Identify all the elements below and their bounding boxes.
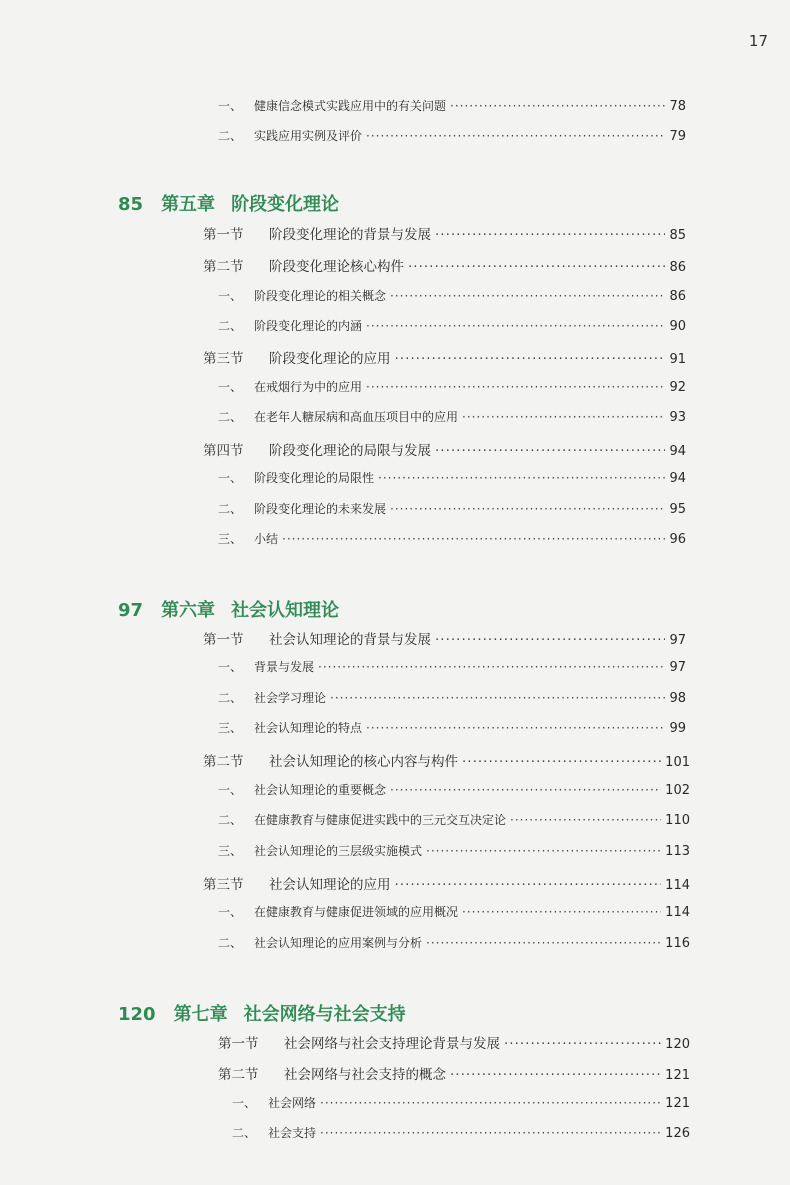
toc-page: 79 — [669, 129, 686, 144]
toc-number: 第三节 — [203, 877, 244, 893]
leader-dots — [450, 99, 665, 113]
toc-number: 一、 — [218, 905, 243, 919]
toc-title: 小结 — [254, 532, 279, 546]
toc-page: 94 — [669, 471, 686, 486]
toc-page: 91 — [669, 352, 686, 367]
toc-label — [218, 469, 374, 486]
leader-dots — [450, 1067, 661, 1083]
toc-page: 94 — [669, 444, 686, 459]
toc-label — [218, 287, 386, 304]
leader-dots — [282, 532, 665, 546]
toc-page: 116 — [665, 936, 690, 951]
toc-subsection-row[interactable] — [232, 1094, 690, 1114]
toc-number: 二、 — [218, 691, 243, 705]
toc-subsection-row[interactable] — [218, 934, 690, 954]
toc-number: 第二节 — [218, 1067, 259, 1083]
toc-label — [218, 689, 326, 706]
toc-title: 社会认知理论的应用 — [269, 877, 391, 893]
toc-page: 97 — [669, 660, 686, 675]
leader-dots — [330, 691, 665, 705]
page-number: 17 — [748, 32, 768, 50]
toc-label — [218, 408, 458, 425]
leader-dots — [435, 443, 665, 459]
toc-subsection-row[interactable] — [218, 658, 686, 678]
toc-number: 一、 — [218, 783, 243, 797]
toc-subsection-row[interactable] — [218, 903, 690, 923]
toc-title: 在健康教育与健康促进领域的应用概况 — [254, 905, 459, 919]
leader-dots — [462, 754, 661, 770]
toc-number: 三、 — [218, 844, 243, 858]
toc-title: 社会认知理论的应用案例与分析 — [254, 936, 423, 950]
toc-number: 二、 — [218, 410, 243, 424]
toc-number: 二、 — [218, 319, 243, 333]
toc-page: 120 — [665, 1037, 690, 1052]
toc-page: 96 — [669, 532, 686, 547]
toc-label — [203, 347, 391, 367]
toc-label — [218, 127, 362, 144]
toc-number: 一、 — [218, 99, 243, 113]
leader-dots — [510, 813, 661, 827]
toc-number: 二、 — [218, 936, 243, 950]
toc-label — [203, 255, 404, 275]
toc-label — [218, 500, 386, 517]
toc-title: 社会认知理论的特点 — [254, 721, 363, 735]
toc-subsection-row[interactable] — [218, 842, 690, 862]
toc-title: 阶段变化理论的应用 — [269, 351, 391, 367]
toc-subsection-row[interactable] — [218, 97, 686, 117]
toc-label — [218, 530, 278, 547]
toc-page: 86 — [669, 289, 686, 304]
toc-number: 第一节 — [203, 227, 244, 243]
toc-page: 126 — [665, 1126, 690, 1141]
toc-number: 二、 — [218, 129, 243, 143]
toc-subsection-row[interactable] — [218, 378, 686, 398]
toc-page: 102 — [665, 783, 690, 798]
toc-page: 121 — [665, 1096, 690, 1111]
leader-dots — [504, 1036, 661, 1052]
toc-title: 社会认知理论的核心内容与构件 — [269, 754, 458, 770]
toc-page: 90 — [669, 319, 686, 334]
toc-title: 健康信念模式实践应用中的有关问题 — [254, 99, 447, 113]
toc-page: 99 — [669, 721, 686, 736]
toc-label — [218, 1032, 500, 1052]
toc-label — [218, 378, 362, 395]
leader-dots — [366, 380, 665, 394]
toc-number: 第三节 — [203, 351, 244, 367]
toc-section-row[interactable] — [203, 873, 690, 893]
toc-section-row[interactable] — [203, 223, 686, 243]
chapter-page: 120 — [118, 1004, 156, 1025]
toc-page: 114 — [665, 878, 690, 893]
toc-subsection-row[interactable] — [218, 127, 686, 147]
toc-title: 阶段变化理论的未来发展 — [254, 502, 387, 516]
chapter-title: 社会认知理论 — [231, 600, 340, 621]
toc-number: 第四节 — [203, 443, 244, 459]
toc-label — [232, 1124, 316, 1141]
toc-page: 113 — [665, 844, 690, 859]
toc-number: 一、 — [218, 471, 243, 485]
toc-label — [218, 811, 506, 828]
leader-dots — [320, 1096, 661, 1110]
toc-label — [218, 934, 422, 951]
toc-subsection-row[interactable] — [218, 500, 686, 520]
toc-title: 阶段变化理论的相关概念 — [254, 289, 387, 303]
toc-subsection-row[interactable] — [232, 1124, 690, 1144]
toc-subsection-row[interactable] — [218, 287, 686, 307]
toc-title: 社会认知理论的背景与发展 — [269, 632, 431, 648]
toc-page: 114 — [665, 905, 690, 920]
leader-dots — [462, 410, 665, 424]
toc-page: 86 — [669, 260, 686, 275]
toc-label — [203, 223, 431, 243]
leader-dots — [408, 259, 665, 275]
chapter-number: 第七章 — [173, 1004, 228, 1025]
toc-title: 在健康教育与健康促进实践中的三元交互决定论 — [254, 813, 507, 827]
leader-dots — [390, 783, 661, 797]
toc-label — [218, 842, 422, 859]
toc-label — [218, 719, 362, 736]
toc-page: 101 — [665, 755, 690, 770]
toc-section-row[interactable] — [203, 628, 686, 648]
toc-subsection-row[interactable] — [218, 811, 690, 831]
toc-number: 一、 — [218, 380, 243, 394]
chapter-title: 阶段变化理论 — [231, 194, 340, 215]
leader-dots — [390, 502, 665, 516]
toc-label — [203, 750, 458, 770]
leader-dots — [320, 1126, 661, 1140]
chapter-heading[interactable] — [118, 1000, 406, 1026]
toc-label — [218, 97, 446, 114]
toc-number: 一、 — [232, 1096, 257, 1110]
toc-page: 121 — [665, 1068, 690, 1083]
toc-section-row[interactable] — [203, 347, 686, 367]
toc-section-row[interactable] — [218, 1032, 690, 1052]
toc-number: 第一节 — [203, 632, 244, 648]
toc-title: 社会认知理论的重要概念 — [254, 783, 387, 797]
chapter-page: 85 — [118, 194, 144, 215]
toc-title: 背景与发展 — [254, 660, 315, 674]
toc-number: 一、 — [218, 660, 243, 674]
toc-label — [218, 317, 362, 334]
toc-subsection-row[interactable] — [218, 317, 686, 337]
toc-title: 社会支持 — [268, 1126, 317, 1140]
toc-title: 社会网络与社会支持的概念 — [284, 1067, 446, 1083]
toc-label — [203, 439, 431, 459]
toc-label — [232, 1094, 316, 1111]
leader-dots — [378, 471, 665, 485]
toc-page: 95 — [669, 502, 686, 517]
toc-subsection-row[interactable] — [218, 469, 686, 489]
chapter-title: 社会网络与社会支持 — [243, 1004, 406, 1025]
toc-title: 在老年人糖尿病和高血压项目中的应用 — [254, 410, 459, 424]
toc-subsection-row[interactable] — [218, 530, 686, 550]
leader-dots — [395, 351, 666, 367]
toc-number: 三、 — [218, 532, 243, 546]
leader-dots — [435, 632, 665, 648]
toc-number: 一、 — [218, 289, 243, 303]
leader-dots — [395, 877, 662, 893]
chapter-number: 第六章 — [161, 600, 216, 621]
toc-number: 二、 — [218, 502, 243, 516]
leader-dots — [462, 905, 661, 919]
toc-page: 78 — [669, 99, 686, 114]
toc-title: 阶段变化理论核心构件 — [269, 259, 404, 275]
toc-label — [218, 903, 458, 920]
chapter-page: 97 — [118, 600, 144, 621]
toc-title: 阶段变化理论的局限性 — [254, 471, 375, 485]
toc-subsection-row[interactable] — [218, 781, 690, 801]
leader-dots — [366, 129, 665, 143]
toc-title: 在戒烟行为中的应用 — [254, 380, 363, 394]
toc-page: 98 — [669, 691, 686, 706]
toc-label — [218, 1063, 446, 1083]
leader-dots — [426, 936, 661, 950]
leader-dots — [318, 660, 665, 674]
toc-number: 第二节 — [203, 259, 244, 275]
toc-subsection-row[interactable] — [218, 719, 686, 739]
leader-dots — [366, 721, 665, 735]
toc-page: 85 — [669, 228, 686, 243]
toc-number: 二、 — [218, 813, 243, 827]
leader-dots — [426, 844, 661, 858]
toc-section-row[interactable] — [203, 255, 686, 275]
leader-dots — [435, 227, 665, 243]
toc-number: 第一节 — [218, 1036, 259, 1052]
toc-title: 社会认知理论的三层级实施模式 — [254, 844, 423, 858]
toc-label — [203, 628, 431, 648]
chapter-number: 第五章 — [161, 194, 216, 215]
toc-number: 三、 — [218, 721, 243, 735]
toc-subsection-row[interactable] — [218, 689, 686, 709]
toc-page: 93 — [669, 410, 686, 425]
toc-section-row[interactable] — [218, 1063, 690, 1083]
toc-title: 社会网络与社会支持理论背景与发展 — [284, 1036, 500, 1052]
leader-dots — [366, 319, 665, 333]
toc-title: 社会网络 — [268, 1096, 317, 1110]
chapter-heading[interactable] — [118, 190, 339, 216]
toc-page: 110 — [665, 813, 690, 828]
toc-title: 阶段变化理论的背景与发展 — [269, 227, 431, 243]
toc-page: 97 — [669, 633, 686, 648]
toc-section-row[interactable] — [203, 439, 686, 459]
toc-label — [218, 781, 386, 798]
chapter-heading[interactable] — [118, 596, 339, 622]
leader-dots — [390, 289, 665, 303]
toc-number: 二、 — [232, 1126, 257, 1140]
toc-title: 阶段变化理论的内涵 — [254, 319, 363, 333]
toc-label — [203, 873, 391, 893]
toc-label — [218, 658, 314, 675]
toc-title: 社会学习理论 — [254, 691, 327, 705]
toc-section-row[interactable] — [203, 750, 690, 770]
toc-subsection-row[interactable] — [218, 408, 686, 428]
toc-title: 阶段变化理论的局限与发展 — [269, 443, 431, 459]
toc-page: 92 — [669, 380, 686, 395]
toc-title: 实践应用实例及评价 — [254, 129, 363, 143]
toc-number: 第二节 — [203, 754, 244, 770]
